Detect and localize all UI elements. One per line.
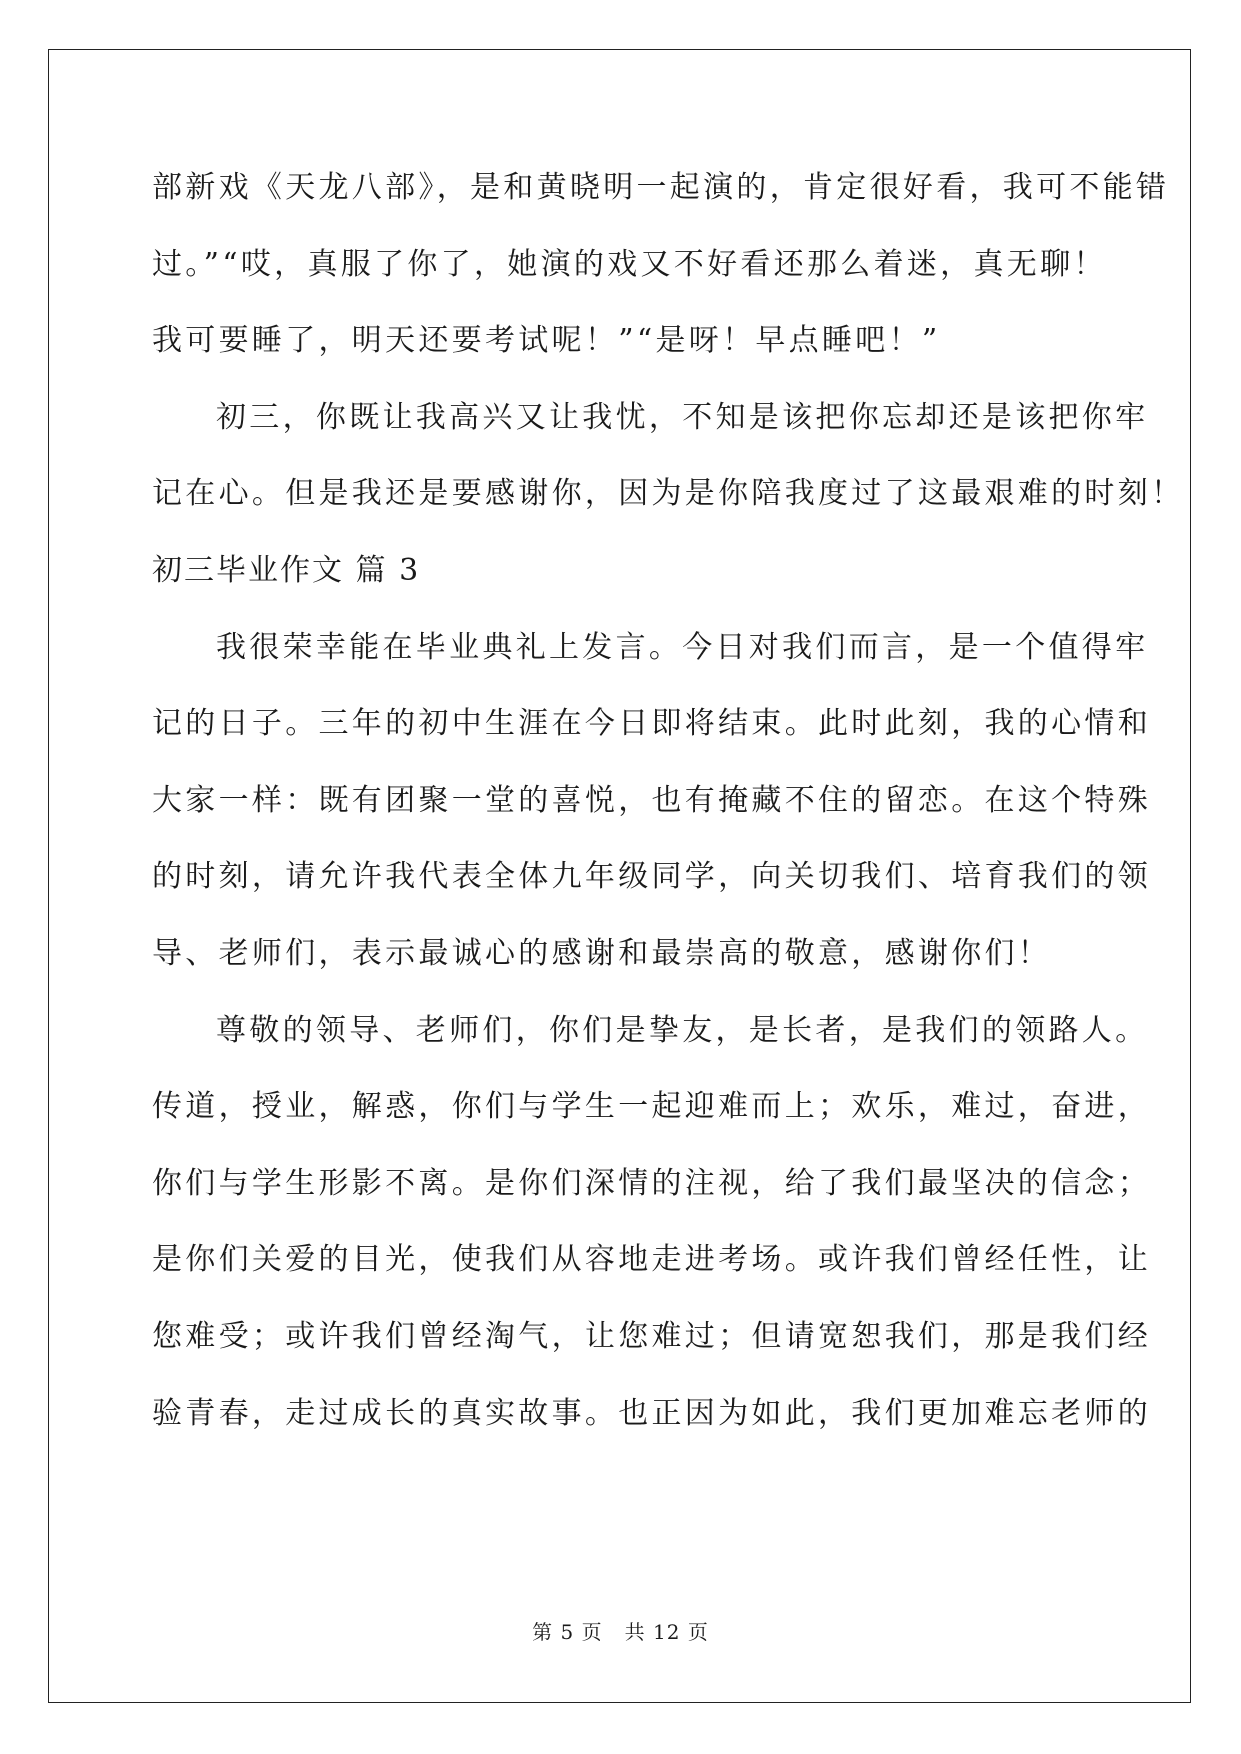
text-line: 验青春，走过成长的真实故事。也正因为如此，我们更加难忘老师的 bbox=[152, 1395, 1151, 1431]
text-line: 您难受；或许我们曾经淘气，让您难过；但请宽恕我们，那是我们经 bbox=[152, 1318, 1151, 1354]
text-line: 过。”“哎，真服了你了，她演的戏又不好看还那么着迷，真无聊！ bbox=[152, 246, 1107, 282]
text-line: 传道，授业，解惑，你们与学生一起迎难而上；欢乐，难过，奋进， bbox=[152, 1089, 1151, 1125]
paragraph-start-line: 我很荣幸能在毕业典礼上发言。今日对我们而言，是一个值得牢 bbox=[216, 629, 1149, 665]
text-line: 大家一样：既有团聚一堂的喜悦，也有掩藏不住的留恋。在这个特殊 bbox=[152, 782, 1151, 818]
section-heading: 初三毕业作文 篇 3 bbox=[152, 552, 421, 588]
text-line: 的时刻，请允许我代表全体九年级同学，向关切我们、培育我们的领 bbox=[152, 859, 1151, 895]
text-line: 我可要睡了，明天还要考试呢！”“是呀！早点睡吧！” bbox=[152, 323, 941, 359]
document-body bbox=[152, 160, 1185, 1462]
paragraph-start-line: 初三，你既让我高兴又让我忧，不知是该把你忘却还是该把你牢 bbox=[216, 399, 1149, 435]
text-line: 你们与学生形影不离。是你们深情的注视，给了我们最坚决的信念； bbox=[152, 1165, 1151, 1201]
text-line: 导、老师们，表示最诚心的感谢和最崇高的敬意，感谢你们！ bbox=[152, 935, 1052, 971]
text-line: 部新戏《天龙八部》，是和黄晓明一起演的，肯定很好看，我可不能错 bbox=[152, 170, 1170, 205]
page-number-footer: 第 5 页 共 12 页 bbox=[532, 1620, 709, 1644]
text-line: 是你们关爱的目光，使我们从容地走进考场。或许我们曾经任性，让 bbox=[152, 1242, 1151, 1278]
text-line: 记在心。但是我还是要感谢你，因为是你陪我度过了这最艰难的时刻！ bbox=[152, 476, 1185, 512]
text-line: 记的日子。三年的初中生涯在今日即将结束。此时此刻，我的心情和 bbox=[152, 706, 1151, 742]
paragraph-start-line: 尊敬的领导、老师们，你们是挚友，是长者，是我们的领路人。 bbox=[216, 1012, 1149, 1048]
